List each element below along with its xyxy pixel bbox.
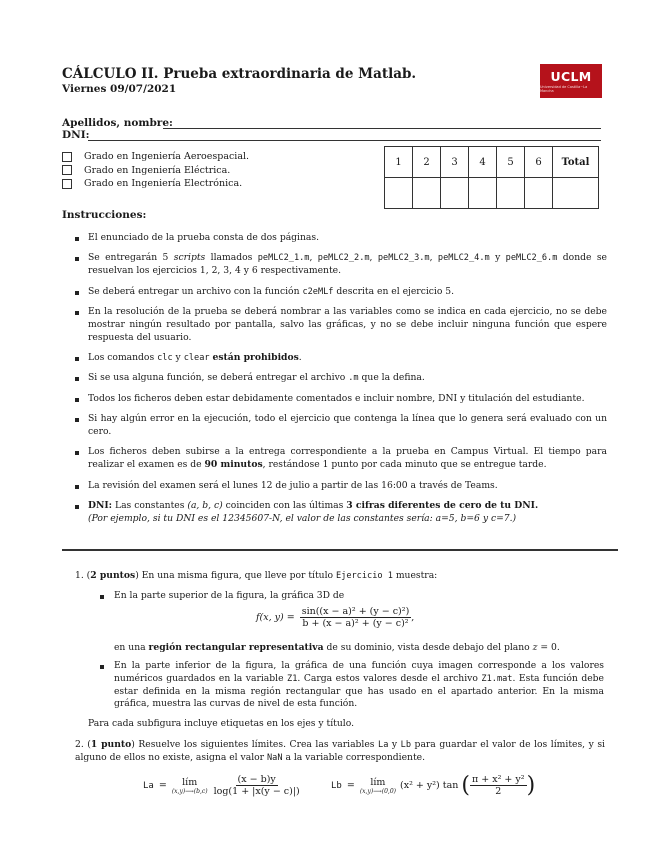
- score-cell[interactable]: [497, 178, 525, 209]
- instruction-item: El enunciado de la prueba consta de dos páginas.: [62, 232, 607, 245]
- degree-option[interactable]: Grado en Ingeniería Aeroespacial.: [62, 150, 249, 164]
- lb-denominator: 2: [495, 786, 502, 797]
- instruction-item: Si hay algún error en la ejecución, todo el ejercicio que contenga la línea que lo genera será evaluado con un cero.: [62, 413, 607, 439]
- degree-option[interactable]: Grado en Ingeniería Electrónica.: [62, 177, 249, 191]
- score-value-row: [385, 178, 599, 209]
- score-header-total: Total: [553, 147, 599, 178]
- score-header-row: [385, 147, 599, 178]
- score-cell[interactable]: [413, 178, 441, 209]
- la-label: La: [143, 780, 154, 791]
- formula-comma: ,: [411, 612, 415, 623]
- checkbox[interactable]: [62, 152, 72, 162]
- paren-right: ): [526, 772, 536, 798]
- name-field-line[interactable]: [163, 128, 601, 129]
- score-header: 1: [385, 147, 413, 178]
- score-header: 3: [441, 147, 469, 178]
- score-table: [384, 146, 599, 209]
- instructions-list: [62, 232, 607, 533]
- degree-option[interactable]: Grado en Ingeniería Eléctrica.: [62, 164, 249, 178]
- section-divider: [62, 549, 618, 551]
- exercise-1-closing: Para cada subfigura incluye etiquetas en los ejes y título.: [88, 718, 354, 729]
- exercise-1-bullet-1-after: en una región rectangular representativa de su dominio, vista desde debajo del plano z = 0.: [114, 642, 560, 653]
- checkbox[interactable]: [62, 179, 72, 189]
- formula-denominator: b + (x − a)² + (y − c)²: [302, 618, 409, 629]
- exercise-2-intro: 2. (1 punto) Resuelve los siguientes límites. Crea las variables La y Lb para guardar el valor de los límites, y si alguno de ellos no existe, asigna el valor NaN a la variable correspondiente.: [75, 739, 605, 763]
- score-cell[interactable]: [469, 178, 497, 209]
- logo-subtext: Universidad de Castilla~La Mancha: [540, 85, 588, 93]
- instruction-item: Todos los ficheros deben estar debidamente comentados e incluir nombre, DNI y titulación del estudiante.: [62, 393, 607, 406]
- lb-factor: (x² + y²) tan: [400, 780, 459, 791]
- la-numerator: (x − b)y: [237, 774, 276, 785]
- lb-lim: lím: [370, 776, 386, 788]
- instruction-item: La revisión del examen será el lunes 12 de julio a partir de las 16:00 a través de Teams.: [62, 480, 607, 493]
- exam-date: Viernes 09/07/2021: [62, 83, 177, 95]
- score-header: 6: [525, 147, 553, 178]
- instruction-item: Se entregarán 5 scripts llamados peMLC2_1.m, peMLC2_2.m, peMLC2_3.m, peMLC2_4.m y peMLC2_6.m donde se resuelvan los ejercicios 1, 2, 3, 4 y 6 respectivamente.: [62, 252, 607, 278]
- instruction-item: DNI: Las constantes (a, b, c) coinciden con las últimas 3 cifras diferentes de cero de tu DNI. (Por ejemplo, si tu DNI es el 12345607-N, el valor de las constantes sería: a=5, b=6 y c=7.): [62, 500, 607, 526]
- la-eq: =: [158, 780, 167, 791]
- la-lim-sub: (x,y)⟶(b,c): [171, 787, 208, 795]
- score-header: 2: [413, 147, 441, 178]
- exercise-1-bullet-1: En la parte superior de la figura, la gráfica 3D de: [114, 590, 604, 603]
- instruction-item: Se deberá entregar un archivo con la función c2eMLf descrita en el ejercicio 5.: [62, 286, 607, 299]
- exercise-1-intro: 1. (2 puntos) En una misma figura, que lleve por título Ejercicio 1 muestra:: [75, 570, 438, 581]
- degree-list: [62, 150, 249, 191]
- score-header: 4: [469, 147, 497, 178]
- lb-lim-sub: (x,y)⟶(0,0): [359, 787, 396, 795]
- score-cell[interactable]: [525, 178, 553, 209]
- formula-lb: [331, 774, 535, 797]
- exercise-1-bullet-2: En la parte inferior de la figura, la gráfica de una función cuya imagen corresponde a los valores numéricos guardados en la variable Z1. Carga estos valores desde el archivo Z1.mat. Esta función debe estar definida en la misma región rectangular que has usado en el apartado anterior. En la misma gráfica, muestra las curvas de nivel de esta función.: [114, 660, 604, 710]
- lb-eq: =: [346, 780, 355, 791]
- formula-f: [256, 606, 414, 629]
- score-header: 5: [497, 147, 525, 178]
- score-cell-total[interactable]: [553, 178, 599, 209]
- instruction-item: En la resolución de la prueba se deberá nombrar a las variables como se indica en cada ejercicio, no se debe mostrar ningún resultado por pantalla, salvo las gráficas, y no se debe incluir ninguna función que espere respuesta del usuario.: [62, 306, 607, 344]
- instruction-item: Los ficheros deben subirse a la entrega correspondiente a la prueba en Campus Virtual. El tiempo para realizar el examen es de 90 minutos, restándose 1 punto por cada minuto que se entregue tarde.: [62, 446, 607, 472]
- lb-label: Lb: [331, 780, 342, 791]
- formula-la: [143, 774, 302, 797]
- score-cell[interactable]: [385, 178, 413, 209]
- dni-field-line[interactable]: [88, 140, 601, 141]
- page-title: CÁLCULO II. Prueba extraordinaria de Matlab.: [62, 66, 417, 82]
- formula-numerator: sin((x − a)² + (y − c)²): [301, 606, 410, 617]
- dni-label: DNI:: [62, 129, 90, 141]
- checkbox[interactable]: [62, 165, 72, 175]
- lb-numerator: π + x² + y²: [471, 774, 525, 785]
- la-lim: lím: [182, 776, 198, 788]
- logo-text: UCLM: [550, 69, 592, 84]
- la-denominator: log(1 + |x(y − c)|): [213, 786, 300, 797]
- paren-left: (: [461, 772, 470, 798]
- instructions-heading: Instrucciones:: [62, 209, 147, 221]
- instruction-item: Los comandos clc y clear están prohibidos.: [62, 352, 607, 365]
- instruction-item: Si se usa alguna función, se deberá entregar el archivo .m que la defina.: [62, 372, 607, 385]
- score-cell[interactable]: [441, 178, 469, 209]
- uclm-logo: [540, 64, 602, 98]
- name-label: Apellidos, nombre:: [62, 117, 173, 129]
- formula-lhs: f(x, y) =: [256, 612, 295, 623]
